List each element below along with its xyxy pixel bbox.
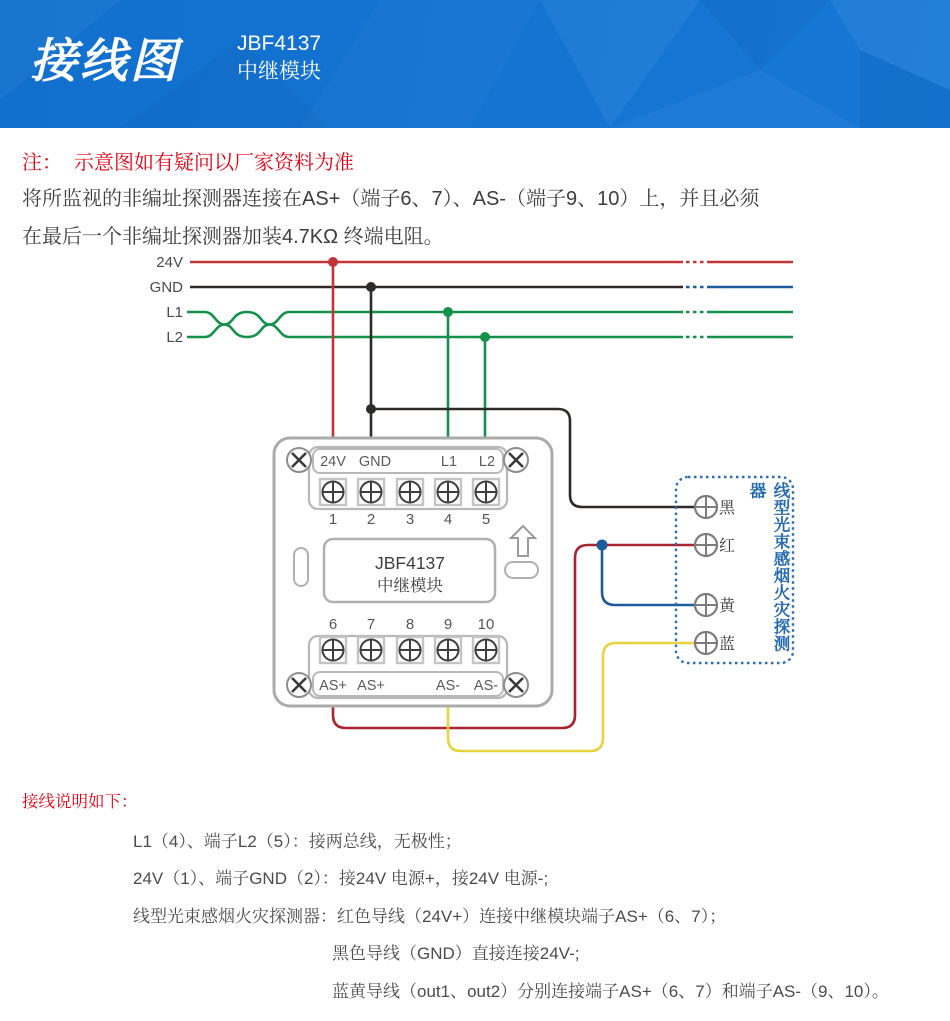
bus-label-l1: L1 bbox=[166, 304, 183, 321]
top-terminal-screws bbox=[320, 479, 499, 505]
wire-blue-to-detector bbox=[602, 545, 695, 605]
terminal-number: 9 bbox=[443, 616, 453, 633]
instruction-item-5: 蓝黄导线（out1、out2）分别连接端子AS+（6、7）和端子AS-（9、10）。 bbox=[332, 982, 889, 1001]
bus-label-l2: L2 bbox=[166, 329, 183, 346]
terminal-number: 5 bbox=[481, 511, 491, 528]
page-title: 接线图 bbox=[30, 34, 180, 87]
terminal-label-black: 黑 bbox=[719, 500, 736, 517]
instruction-item-1: L1（4）、端子L2（5）：接两总线，无极性； bbox=[133, 832, 462, 851]
intro-line-2: 在最后一个非编址探测器加装4.7KΩ 终端电阻。 bbox=[22, 226, 444, 248]
bottom-strip-label-as4: AS- bbox=[473, 678, 499, 694]
detector-name-vertical: 线型光束感烟火灾探测器 bbox=[747, 482, 789, 652]
detector-terminal-labels bbox=[719, 499, 736, 653]
bottom-strip-label-as3: AS- bbox=[435, 678, 461, 694]
junction-dot-l1 bbox=[443, 307, 453, 317]
instruction-item-3-label: 线型光束感烟火灾探测器： bbox=[133, 907, 337, 926]
product-name: 中继模块 bbox=[237, 60, 321, 83]
bottom-strip-label-as2: AS+ bbox=[357, 678, 385, 694]
top-strip-label-gnd: GND bbox=[358, 454, 392, 470]
terminal-number: 8 bbox=[405, 616, 415, 633]
module-drop-wires bbox=[333, 262, 485, 438]
instruction-item-3 bbox=[133, 902, 726, 927]
model-number: JBF4137 bbox=[237, 32, 322, 55]
instruction-item-3-text: 红色导线（24V+）连接中继模块端子AS+（6、7）； bbox=[337, 907, 727, 926]
junction-dot-l2 bbox=[480, 332, 490, 342]
junction-dot-gnd bbox=[366, 282, 376, 292]
top-strip-label-24v: 24V bbox=[320, 454, 346, 470]
bus-label-24v: 24V bbox=[156, 254, 183, 271]
terminal-number: 6 bbox=[328, 616, 338, 633]
top-strip-label-l1: L1 bbox=[440, 454, 458, 470]
wire-l2 bbox=[187, 312, 683, 337]
module-name: 中继模块 bbox=[377, 577, 443, 595]
note-text: 示意图如有疑问以厂家资料为准 bbox=[74, 152, 354, 174]
terminal-number: 10 bbox=[477, 616, 495, 633]
bus-label-gnd: GND bbox=[149, 279, 183, 296]
junction-dot-blue bbox=[597, 540, 608, 551]
bottom-strip-label-as1: AS+ bbox=[319, 678, 347, 694]
terminal-number: 1 bbox=[328, 511, 338, 528]
terminal-label-blue: 蓝 bbox=[719, 636, 736, 653]
terminal-label-red: 红 bbox=[719, 538, 736, 555]
bottom-terminal-screws bbox=[320, 637, 499, 663]
terminal-label-yellow: 黄 bbox=[719, 598, 736, 615]
junction-dots bbox=[328, 257, 490, 414]
note-label: 注： bbox=[22, 152, 62, 174]
module-model: JBF4137 bbox=[374, 553, 446, 573]
terminal-number: 3 bbox=[405, 511, 415, 528]
instruction-item-2: 24V（1）、端子GND（2）：接24V 电源+，接24V 电源-; bbox=[133, 869, 549, 888]
wire-l1 bbox=[187, 312, 683, 337]
terminal-number: 4 bbox=[443, 511, 453, 528]
instruction-item-4: 黑色导线（GND）直接连接24V-; bbox=[332, 944, 580, 963]
detector-terminals bbox=[695, 496, 717, 654]
junction-dot-24v bbox=[328, 257, 338, 267]
bus-lines bbox=[187, 262, 793, 337]
detector-terminal-crosses bbox=[695, 496, 717, 654]
intro-line-1: 将所监视的非编址探测器连接在AS+（端子6、7）、AS-（端子9、10）上，并且必须 bbox=[22, 188, 760, 210]
bus-labels bbox=[150, 254, 184, 346]
top-strip-label-l2: L2 bbox=[478, 454, 496, 470]
terminal-number: 2 bbox=[366, 511, 376, 528]
instructions-heading: 接线说明如下： bbox=[22, 793, 138, 811]
terminal-number: 7 bbox=[366, 616, 376, 633]
junction-dot-branch bbox=[366, 404, 376, 414]
relay-module bbox=[274, 438, 552, 706]
